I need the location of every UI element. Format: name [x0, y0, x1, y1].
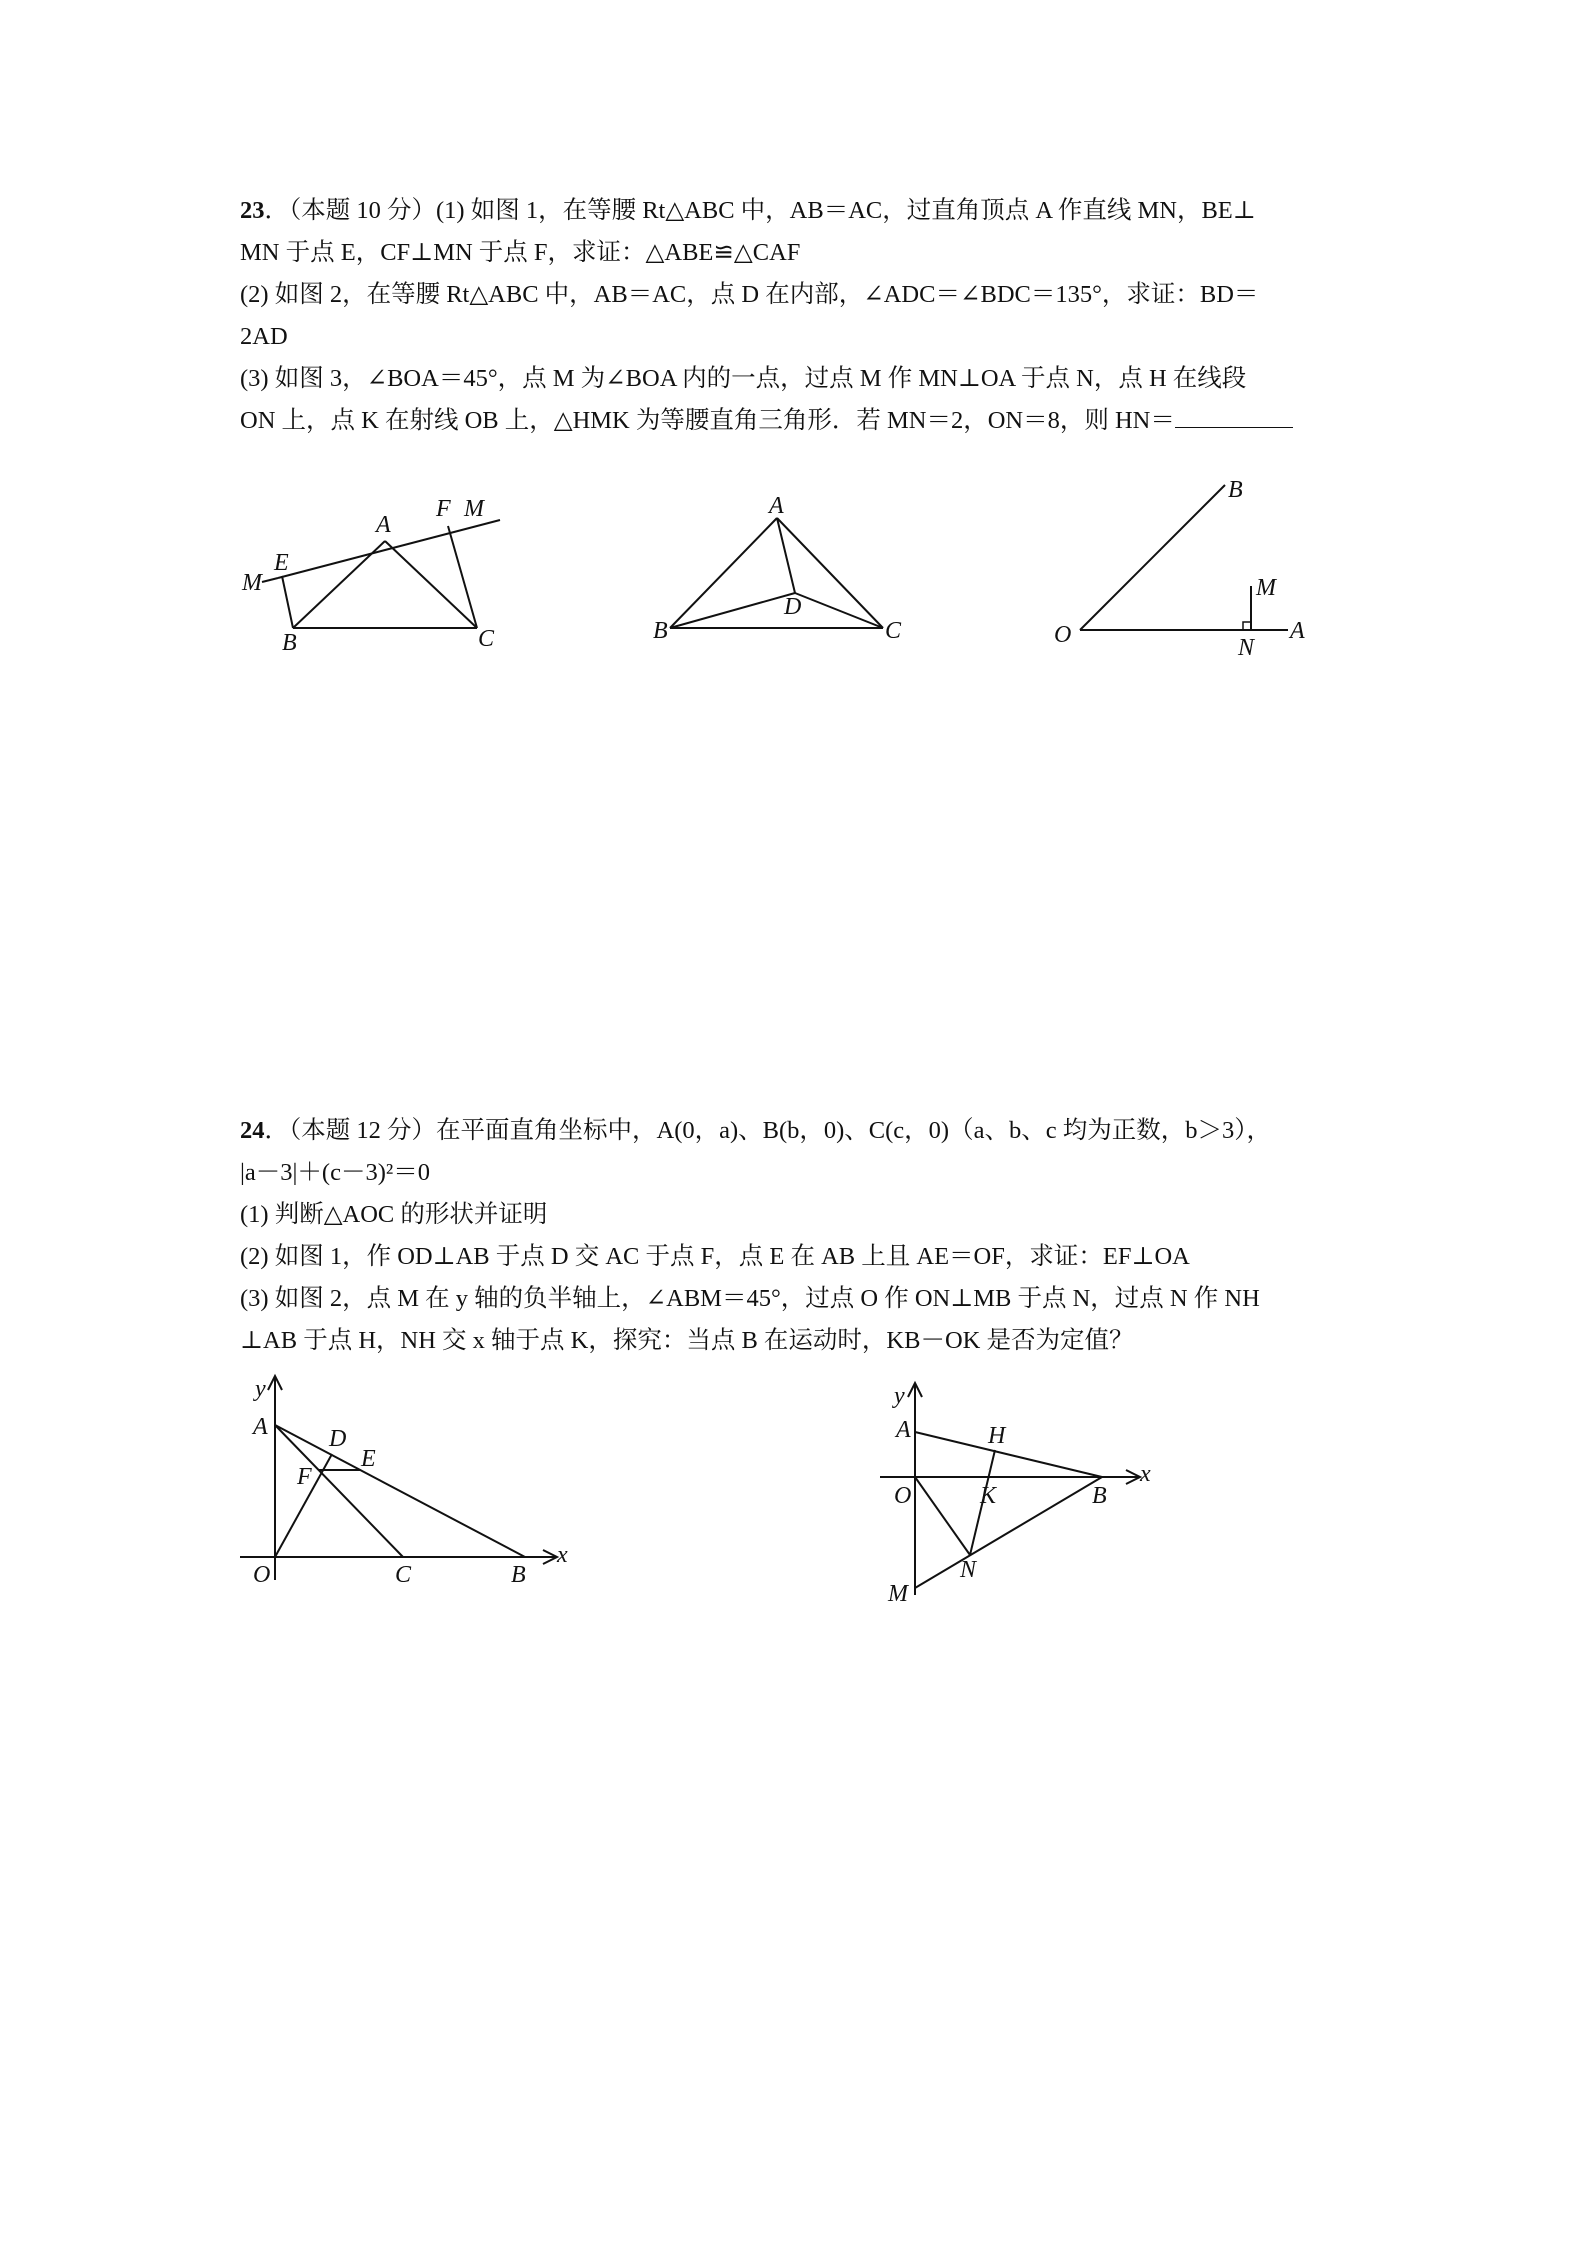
label-m: M	[1256, 575, 1276, 601]
label-y: y	[255, 1376, 266, 1402]
q23-line-3: (2) 如图 2，在等腰 Rt△ABC 中，AB＝AC，点 D 在内部，∠ADC＝∠BDC＝135°，求证：BD＝	[240, 281, 1259, 308]
label-c: C	[885, 618, 902, 644]
question-24	[240, 1110, 1360, 1362]
label-b: B	[1228, 477, 1243, 503]
q24-number: 24	[240, 1117, 265, 1144]
label-n: N	[960, 1557, 977, 1583]
label-o: O	[894, 1483, 912, 1509]
label-m-left: M	[242, 570, 262, 596]
q23-line-5: (3) 如图 3，∠BOA＝45°，点 M 为∠BOA 内的一点，过点 M 作 MN⊥OA 于点 N，点 H 在线段	[240, 365, 1247, 392]
segment-on	[915, 1477, 970, 1555]
ray-ob	[1080, 485, 1225, 630]
q23-figure-2	[645, 490, 915, 650]
question-23	[240, 190, 1360, 442]
label-b: B	[653, 618, 668, 644]
segment-ab	[670, 518, 777, 628]
q23-figure-3	[1050, 475, 1320, 665]
label-x: x	[1140, 1461, 1151, 1487]
q23-figure-1	[230, 480, 530, 656]
segment-cf	[448, 526, 477, 628]
q24-line-6: ⊥AB 于点 H，NH 交 x 轴于点 K，探究：当点 B 在运动时，KB－OK 是否为定值？	[240, 1327, 1134, 1354]
right-angle-mark	[1243, 622, 1251, 630]
label-c: C	[478, 626, 495, 652]
segment-cd	[795, 593, 883, 628]
segment-ab	[293, 541, 385, 628]
label-e: E	[274, 550, 289, 576]
label-m: M	[888, 1581, 908, 1607]
segment-mb	[915, 1477, 1102, 1588]
label-n: N	[1238, 635, 1255, 661]
label-a: A	[253, 1414, 268, 1440]
label-f: F	[297, 1464, 312, 1490]
label-a: A	[896, 1417, 911, 1443]
label-d: D	[329, 1426, 347, 1452]
q24-line-5: (3) 如图 2，点 M 在 y 轴的负半轴上，∠ABM＝45°，过点 O 作 ON⊥MB 于点 N，过点 N 作 NH	[240, 1285, 1260, 1312]
q24-line-1: 24．（本题 12 分）在平面直角坐标中，A(0，a)、B(b，0)、C(c，0)（a、b、c 均为正数，b＞3），	[240, 1117, 1271, 1144]
q24-figure-1	[235, 1370, 575, 1595]
label-m-right: M	[464, 496, 484, 522]
label-b: B	[282, 630, 297, 656]
line-mn-ext	[262, 578, 278, 582]
label-c: C	[395, 1562, 412, 1588]
label-f: F	[436, 496, 451, 522]
label-b: B	[1092, 1483, 1107, 1509]
label-a: A	[769, 493, 784, 519]
segment-be	[282, 576, 293, 628]
q24-figure-2	[870, 1375, 1170, 1610]
label-x: x	[557, 1542, 568, 1568]
q23-line-2: MN 于点 E，CF⊥MN 于点 F，求证：△ABE≌△CAF	[240, 239, 801, 266]
segment-ab	[915, 1432, 1102, 1477]
segment-ac	[385, 541, 477, 628]
q24-line-3: (1) 判断△AOC 的形状并证明	[240, 1201, 548, 1228]
label-a: A	[376, 512, 391, 538]
q23-line-1: 23．（本题 10 分）(1) 如图 1，在等腰 Rt△ABC 中，AB＝AC，过直角顶点 A 作直线 MN，BE⊥	[240, 197, 1256, 224]
label-k: K	[980, 1483, 997, 1509]
label-y: y	[894, 1383, 905, 1409]
label-e: E	[361, 1446, 376, 1472]
label-o: O	[1054, 622, 1072, 648]
segment-ad	[777, 518, 795, 593]
label-b: B	[511, 1562, 526, 1588]
q24-line-2: |a－3|＋(c－3)²＝0	[240, 1159, 430, 1186]
label-o: O	[253, 1562, 271, 1588]
answer-blank[interactable]	[1175, 405, 1293, 428]
q23-line-6: ON 上，点 K 在射线 OB 上，△HMK 为等腰直角三角形．若 MN＝2，ON＝8，则 HN＝	[240, 400, 1360, 442]
segment-bd	[670, 593, 795, 628]
label-a: A	[1290, 618, 1305, 644]
q23-number: 23	[240, 197, 265, 224]
q23-line-4: 2AD	[240, 323, 288, 350]
label-h: H	[988, 1423, 1006, 1449]
q24-line-4: (2) 如图 1，作 OD⊥AB 于点 D 交 AC 于点 F，点 E 在 AB 上且 AE＝OF，求证：EF⊥OA	[240, 1243, 1190, 1270]
label-d: D	[784, 594, 802, 620]
